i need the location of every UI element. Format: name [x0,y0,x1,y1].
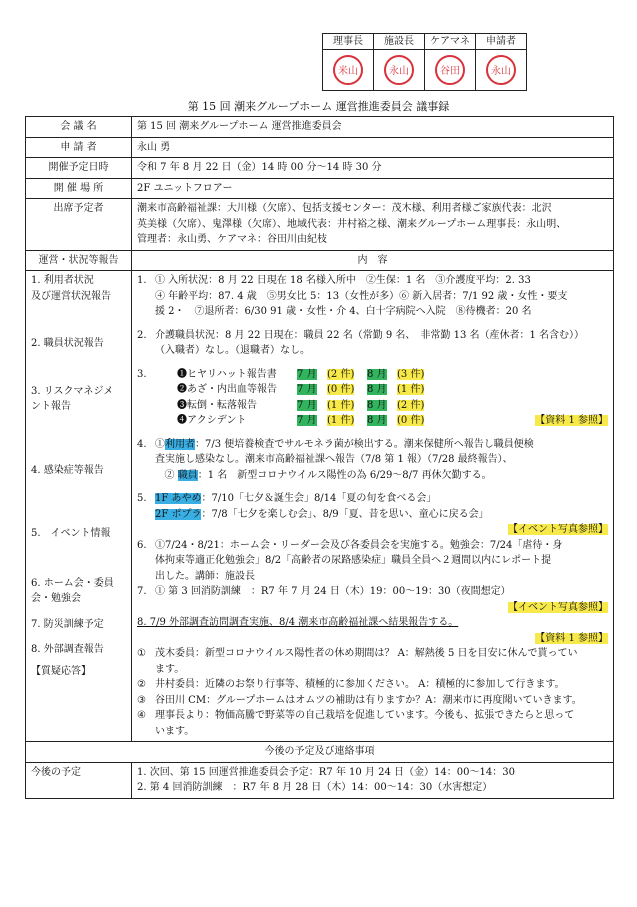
item-2-number: 2. [137,329,147,341]
risk-month-jul: 7 月 [297,368,317,380]
qa-number: ③ [137,694,146,706]
future-line: 1. 次回、第 15 回運営推進委員会予定：R7 年 10 月 24 日（金）14：00～14：30 [137,766,515,778]
stamp-header-facility-head: 施設長 [374,34,425,50]
topic-3-label: 3. リスクマネジメ [31,385,114,397]
risk-reference-note: 【資料 1 参照】 [535,415,608,426]
attendees-label: 出席予定者 [26,199,132,251]
svg-text:谷田: 谷田 [440,66,460,77]
risk-month-aug: 8 月 [367,368,387,380]
item-8-line: 8. 7/9 外部調査訪問調査実施、8/4 潮来市高齢福祉課へ結果報告する。 [137,617,459,628]
risk-count-aug: (2 件) [397,399,425,411]
qa-list [137,646,608,739]
item-6-line: ①7/24・8/21：ホーム会・リーダー会及び各委員会を実施する。勉強会：7/24「虐待・身 [155,539,563,551]
item-1-line: 援 2・ ⑦退所者：6/30 91 歳・女性・介 4、白十字病院へ入院 ⑧待機者：20 名 [155,306,532,317]
survey-reference-note: 【資料 1 参照】 [535,632,608,644]
stamp-header-care-manager: ケアマネ [425,34,476,50]
attendees-line: 管理者：永山勇、ケアマネ：谷田川由紀枝 [137,234,327,245]
qa-number: ② [137,679,146,690]
topic-6-label: 6. ホーム会・委員 [31,577,114,589]
section-header-right: 内 容 [132,250,614,271]
place-value: 2F ユニットフロアー [132,178,614,199]
event-photo-note: 【イベント写真参照】 [508,524,608,535]
stamp-header-chairman: 理事長 [323,34,374,50]
event-tag-2f: 2F ポプラ [155,508,202,520]
date-value: 令和 7 年 8 月 22 日（金）14 時 00 分～14 時 30 分 [132,158,614,179]
qa-item [137,708,608,739]
risk-month-jul: 7 月 [297,399,317,411]
risk-row [155,382,608,398]
report-topics-column [26,271,132,742]
qa-text-cont: います。 [155,725,195,737]
item-4 [137,437,608,484]
item-7 [137,584,608,615]
qa-number: ④ [137,710,146,721]
attendees-line: 潮来市高齢福祉課：大川様（欠席）、包括支援センター：茂木様、利用者様ご家族代表：北沢 [137,203,552,214]
infection-tag-residents: 利用者 [165,438,195,450]
qa-number: ① [137,648,146,659]
risk-row-name: ❸転倒・転落報告 [177,399,257,411]
item-4-line: 査実施し感染なし。潮来市高齢福祉課へ報告（7/8 第 1 報）（7/28 最終報告）、 [155,454,513,465]
topic-2-label: 2. 職員状況報告 [31,338,104,349]
risk-count-jul: (0 件) [327,384,355,395]
topic-6-label-cont: 会・勉強会 [31,593,81,604]
svg-text:米山: 米山 [338,66,358,77]
seal-applicant [476,50,527,91]
stamp-header-applicant: 申請者 [476,34,527,50]
topic-3-label-cont: ント報告 [31,401,71,412]
item-5-line: ：7/10「七夕＆誕生会」8/14「夏の旬を食べる会」 [201,493,437,504]
meeting-name-label: 会 議 名 [26,117,132,138]
qa-item [137,677,608,693]
item-4-line: ：1 名 新型コロナウイルス陽性の為 6/29～8/7 再休欠勤する。 [197,469,492,481]
place-label: 開 催 場 所 [26,178,132,199]
item-7-number: 7. [137,586,147,597]
risk-month-aug: 8 月 [367,415,387,426]
applicant-value: 永山 勇 [132,137,614,158]
event-tag-1f: 1F あやめ [155,493,202,504]
topic-4-label: 4. 感染症等報告 [31,464,104,476]
item-7-line: ① 第 3 回消防訓練 ：R7 年 7 月 24 日（木）19：00～19：30（夜間想定） [155,586,511,597]
date-label: 開催予定日時 [26,158,132,179]
item-5-number: 5. [137,493,147,504]
seal-care-manager [425,50,476,91]
item-3 [137,367,608,429]
qa-text: 理事長より：物価高騰で野菜等の自己栽培を促進しています。今後も、拡張できたらと思って [155,710,575,721]
section-header-left: 運営・状況等報告 [26,250,132,271]
future-label: 今後の予定 [26,762,132,798]
item-1-line: ① 入所状況：8 月 22 日現在 18 名様入所中 ②生保：1 名 ③介護度平均：2. 33 [155,275,531,286]
item-2-line: （入職者）なし。（退職者）なし。 [155,345,310,356]
item-4-marker: ② [164,469,175,481]
future-contents [132,762,614,798]
qa-label: 【質疑応答】 [31,665,91,677]
item-6-line: 体拘束等適正化勉強会」8/2「高齢者の尿路感染症」職員全員へ２週間以内にレポート提 [155,555,552,566]
topic-5-label: 5. イベント情報 [31,528,111,539]
risk-row-name: ❷あざ・内出血等報告 [177,384,277,395]
item-1-number: 1. [137,275,147,286]
item-3-number: 3. [137,368,147,380]
applicant-label: 申 請 者 [26,137,132,158]
risk-row-name: ❹アクシデント [177,415,247,426]
risk-count-jul: (2 件) [327,368,355,380]
item-2-line: 介護職員状況：8 月 22 日現在：職員 22 名（常勤 9 名、 非常勤 13 名（産休者：1 名含む）） [155,329,585,341]
minutes-table [25,116,614,799]
drill-photo-note: 【イベント写真参照】 [508,601,608,613]
item-4-marker: ① [155,438,165,450]
svg-text:永山: 永山 [491,66,511,77]
report-contents-column [132,271,614,742]
item-5-line: ：7/8「七夕を楽しむ会」、8/9「夏、昔を思い、童心に戻る会」 [201,508,489,520]
qa-text: 茂木委員：新型コロナウイルス陽性者の休め期間は？ A：解熱後 5 日を目安に休んで貰ってい [155,648,578,659]
topic-1-label-cont: 及び運営状況報告 [31,290,111,302]
risk-count-aug: (3 件) [397,368,425,380]
topic-7-label: 7. 防災訓練予定 [31,618,104,630]
meeting-name-value: 第 15 回 潮来グループホーム 運営推進委員会 [132,117,614,138]
future-line: 2. 第 4 回消防訓練 ：R7 年 8 月 28 日（木）14：00～14：30（水害想定） [137,782,493,793]
risk-row [155,413,608,429]
risk-count-aug: (0 件) [397,415,425,426]
topic-1-label: 1. 利用者状況 [31,275,94,286]
risk-month-jul: 7 月 [297,415,317,426]
item-6-number: 6. [137,539,147,551]
qa-text-cont: ます。 [155,663,185,675]
infection-tag-staff: 職員 [177,469,198,481]
risk-month-jul: 7 月 [297,384,317,395]
qa-text: 井村委員：近隣のお祭り行事等、積極的に参加ください。 A：積極的に参加して行きます。 [155,679,565,690]
seal-chairman [323,50,374,91]
risk-month-aug: 8 月 [367,384,387,395]
topic-8-label: 8. 外部調査報告 [31,644,104,655]
attendees-line: 英美様（欠席）、鬼澤様（欠席）、地域代表：井村裕之様、潮来グループホーム理事長：永山明、 [137,218,567,230]
item-2 [137,328,608,359]
item-5 [137,491,608,538]
qa-item [137,693,608,709]
risk-count-aug: (1 件) [397,384,425,395]
qa-text: 谷田川 CM：グループホームはオムツの補助は有りますか？A：潮来市に再度聞いていきます。 [155,694,582,706]
item-6-line: 出した。講師：施設長 [155,570,255,582]
item-1-line: ④ 年齢平均：87. 4 歳 ⑤男女比 5：13（女性が多）⑥ 新入居者：7/1 92 歳・女性・要支 [155,290,568,302]
svg-text:永山: 永山 [389,66,409,77]
seal-facility-head [374,50,425,91]
future-section-header: 今後の予定及び連絡事項 [26,742,614,763]
risk-row [155,398,608,414]
item-4-number: 4. [137,438,147,450]
risk-row-name: ❶ヒヤリハット報告書 [177,368,277,380]
approval-stamp-table [322,33,527,91]
risk-count-jul: (1 件) [327,415,355,426]
qa-item [137,646,608,677]
item-1 [137,273,608,320]
attendees-value [132,199,614,251]
risk-count-jul: (1 件) [327,399,355,411]
document-title: 第 15 回 潮来グループホーム 運営推進委員会 議事録 [187,100,450,113]
item-4-line: ：7/3 便培養検査でサルモネラ菌が検出する。潮来保健所へ報告し職員便検 [195,438,534,450]
risk-month-aug: 8 月 [367,399,387,411]
item-6 [137,538,608,585]
risk-row [155,367,608,383]
